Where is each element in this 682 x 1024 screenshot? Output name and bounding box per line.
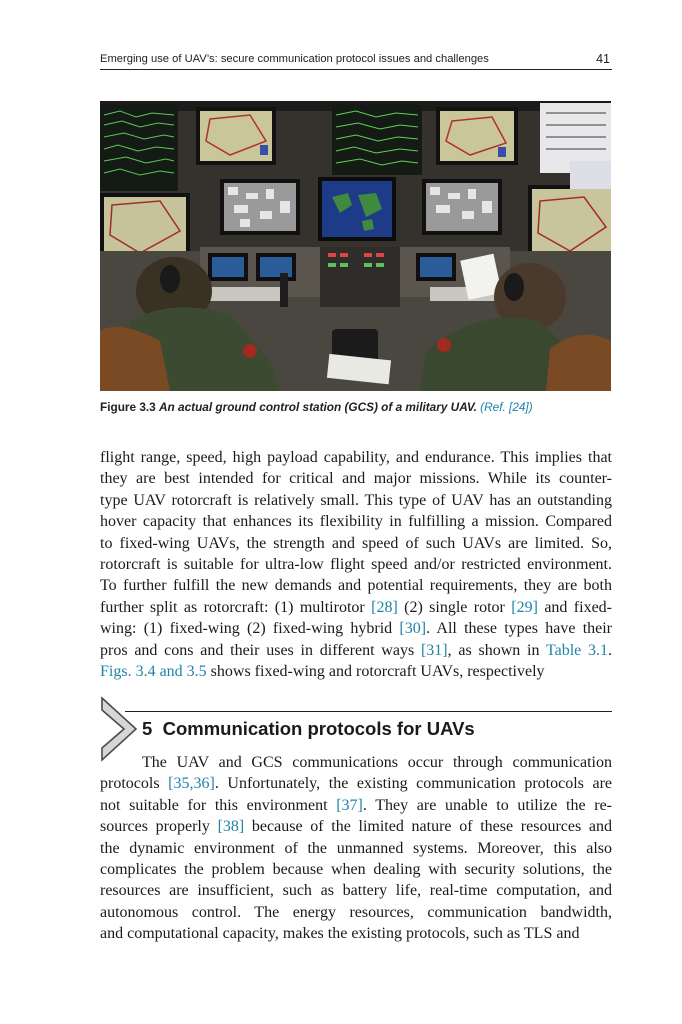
running-head bbox=[100, 52, 612, 70]
citation-link[interactable]: Table 3.1 bbox=[545, 641, 609, 659]
text-line bbox=[100, 640, 612, 661]
text-line bbox=[100, 511, 612, 532]
text-line bbox=[100, 533, 612, 554]
text-run: not suitable for this environment bbox=[100, 796, 337, 814]
text-line bbox=[100, 773, 612, 794]
section-number: 5 bbox=[142, 718, 153, 739]
citation-link[interactable]: Figs. 3.4 and 3.5 bbox=[100, 662, 207, 680]
text-run: because of the limited nature of these resources and bbox=[244, 818, 613, 836]
text-run: further split as rotorcraft: (1) multirotor bbox=[100, 598, 372, 616]
citation-link[interactable]: [38] bbox=[217, 818, 245, 836]
text-run: autonomous control. The energy resources, communication bandwidth, bbox=[100, 903, 612, 921]
text-line bbox=[100, 597, 612, 618]
citation-link[interactable]: [35,36] bbox=[168, 775, 215, 793]
text-run: shows fixed-wing and rotorcraft UAVs, respectively bbox=[206, 662, 545, 680]
text-run: protocols bbox=[100, 775, 169, 793]
text-run: type UAV rotorcraft is relatively small. This type of UAV has an outstanding bbox=[100, 491, 612, 509]
figure-ref-open: ( bbox=[476, 400, 485, 414]
figure-reference-link[interactable]: Ref. [24] bbox=[484, 400, 529, 414]
text-line bbox=[100, 618, 612, 639]
text-line bbox=[100, 838, 612, 859]
text-run: rotorcraft is suitable for ultra-low flight speed and/or restricted environment. bbox=[100, 555, 612, 573]
figure-gcs-photo bbox=[100, 101, 611, 391]
text-run: The UAV and GCS communications occur through communication bbox=[142, 754, 612, 771]
section-title-text: Communication protocols for UAVs bbox=[162, 718, 475, 739]
citation-link[interactable]: [29] bbox=[511, 598, 538, 616]
gcs-photo-illustration bbox=[100, 101, 611, 391]
text-line bbox=[100, 923, 612, 944]
citation-link[interactable]: [31] bbox=[420, 641, 448, 659]
text-line bbox=[100, 880, 612, 901]
text-run: wing: (1) fixed-wing (2) fixed-wing hybrid bbox=[100, 620, 400, 638]
figure-ref-close: ) bbox=[528, 400, 533, 414]
text-run: pros and cons and their uses in different ways bbox=[100, 641, 421, 659]
text-run: resources are insufficient, such as battery life, real-time computation, and bbox=[100, 882, 612, 900]
text-run: and fixed- bbox=[537, 598, 613, 616]
text-line bbox=[100, 859, 612, 880]
text-run: . All these types have their bbox=[426, 620, 613, 638]
text-run: . Unfortunately, the existing communication protocols are bbox=[214, 775, 612, 793]
body-paragraph-2 bbox=[100, 752, 612, 945]
page-number: 41 bbox=[596, 52, 610, 66]
text-run: To further fulfill the new demands and potential requirements, they are both bbox=[100, 577, 612, 595]
citation-link[interactable]: [28] bbox=[371, 598, 398, 616]
text-run: they are best intended for critical and major missions. While its counter- bbox=[100, 470, 612, 488]
text-run: complicates the problem because when dealing with security solutions, the bbox=[100, 860, 612, 878]
text-run: and computational capacity, makes the existing protocols, such as TLS and bbox=[100, 925, 580, 943]
text-line bbox=[100, 447, 612, 468]
text-run: hover capacity that enhances its flexibility in fulfilling a mission. Compared bbox=[100, 513, 612, 531]
figure-label: Figure 3.3 bbox=[100, 400, 156, 414]
text-line bbox=[100, 752, 612, 773]
citation-link[interactable]: [37] bbox=[336, 796, 363, 814]
figure-caption-text: An actual ground control station (GCS) of a military UAV. bbox=[159, 400, 477, 414]
text-run: to fixed-wing UAVs, the strength and speed of such UAVs are limited. So, bbox=[100, 534, 612, 552]
text-line bbox=[100, 554, 612, 575]
body-paragraph-1 bbox=[100, 447, 612, 682]
text-run: the dynamic environment of the unmanned systems. Moreover, this also bbox=[100, 839, 612, 857]
figure-caption bbox=[100, 400, 620, 414]
section-rule bbox=[125, 711, 612, 712]
text-run: , as shown in bbox=[447, 641, 546, 659]
text-line bbox=[100, 575, 612, 596]
text-line bbox=[100, 816, 612, 837]
text-run: . bbox=[608, 641, 613, 659]
text-run: . They are unable to utilize the re- bbox=[362, 796, 613, 814]
text-run: sources properly bbox=[100, 818, 218, 836]
running-head-title: Emerging use of UAV’s: secure communication protocol issues and challenges bbox=[100, 53, 489, 65]
citation-link[interactable]: [30] bbox=[399, 620, 427, 638]
text-run: (2) single rotor bbox=[397, 598, 512, 616]
text-line bbox=[100, 902, 612, 923]
text-line bbox=[100, 468, 612, 489]
text-line bbox=[100, 795, 612, 816]
text-line bbox=[100, 661, 612, 682]
section-title bbox=[142, 718, 475, 740]
text-line bbox=[100, 490, 612, 511]
text-run: flight range, speed, high payload capability, and endurance. This implies that bbox=[100, 449, 612, 466]
